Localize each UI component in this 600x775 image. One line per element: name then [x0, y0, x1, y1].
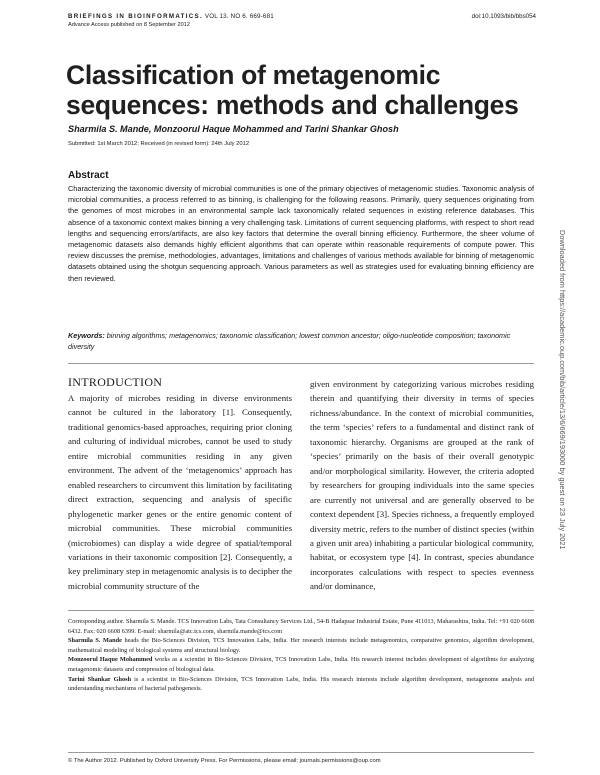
author-bio — [68, 675, 534, 694]
author-bio-name: Monzoorul Haque Mohammed — [68, 656, 153, 664]
footnote-divider — [68, 610, 534, 611]
author-bio-name: Sharmila S. Mande — [68, 637, 122, 645]
introduction-heading: INTRODUCTION — [68, 375, 163, 389]
article-title: Classification of metagenomic sequences: methods and challenges — [66, 60, 519, 120]
author-bio — [68, 655, 534, 674]
abstract-heading: Abstract — [68, 170, 109, 181]
submission-dates: Submitted: 1st March 2012; Received (in revised form): 24th July 2012 — [68, 141, 250, 147]
introduction-column-1: A majority of microbes residing in diverse environments cannot be cultured in the laboratory [1]. Consequently, traditional genomics-based approaches, requiring prior cloning and culturing of individual microbes, cannot be used to study entire microbial communities residing in any given environment. The advent of the ‘metagenomics’ approach has enabled researchers to circumvent this limitation by facilitating direct extraction, sequencing and analysis of specific phylogenetic marker genes or the entire genomic content of microbial communities. These microbial communities (microbiomes) can display a wide degree of spatial/temporal variations in their taxonomic composition [2]. Consequently, a key preliminary step in metagenomic analysis is to decipher the microbial community structure of the — [68, 393, 293, 591]
copyright-notice: © The Author 2012. Published by Oxford University Press. For Permissions, please email: journals.permissions@oup.com — [68, 758, 381, 764]
footer-divider — [68, 752, 534, 753]
keywords-list: binning algorithms; metagenomics; taxonomic classification; lowest common ancestor; oligo-nucleotide composition; taxonomic diversity — [68, 331, 511, 351]
abstract-text: Characterizing the taxonomic diversity of microbial communities is one of the primary objectives of metagenomic studies. Taxonomic analysis of microbial communities, a process referred to as binning, is challenging for the following reasons. Primarily, query sequences originating from the genomes of most microbes in an environmental sample lack taxonomically related sequences in existing reference databases. This absence of a taxonomic context makes binning a very challenging task. Limitations of current sequencing platforms, with respect to short read lengths and sequencing errors/artifacts, are also key factors that determine the overall binning efficiency. Furthermore, the sheer volume of metagenomic datasets also demands highly efficient algorithms that can operate within reasonable requirements of compute power. This review discusses the premise, methodologies, advantages, limitations and challenges of various methods available for binning of metagenomic datasets obtained using the shotgun sequencing approach. Various parameters as well as strategies used for evaluating binning efficiency are then reviewed. — [68, 184, 534, 283]
author-bio-text: works as a scientist in Bio-Sciences Division, TCS Innovation Labs, India. His research interest includes development of algorithms for analyzing metagenomic datasets and compression of biological data. — [68, 656, 534, 673]
author-list: Sharmila S. Mande, Monzoorul Haque Mohammed and Tarini Shankar Ghosh — [68, 124, 399, 134]
keywords — [68, 330, 534, 352]
advance-access-note: Advance Access published on 8 September 2012 — [68, 22, 190, 28]
section-divider — [68, 363, 534, 364]
journal-name: BRIEFINGS IN BIOINFORMATICS. — [68, 13, 203, 20]
introduction-column-2: given environment by categorizing various microbes residing therein and quantifying their diversity in terms of species richness/abundance. In the context of microbial communities, the term ‘species’ refers to a fundamental and distinct rank of taxonomic hierarchy. Organisms are grouped at the rank of ‘species’ primarily on the basis of their overall genotypic and/or morphological similarity. However, the criteria adopted by researchers for grouping individuals into the same species are currently not universal and are generally observed to be context dependent [3]. Species richness, a frequently employed diversity metric, refers to the number of distinct species (within a given unit area) inhabiting a particular biological community, habitat, or ecosystem type [4]. In contrast, species abundance incorporates calculations with respect to species evenness and/or dominance, — [310, 379, 534, 592]
doi-link[interactable]: doi:10.1093/bib/bbs054 — [471, 13, 536, 20]
keywords-label: Keywords: — [68, 331, 105, 340]
author-bio — [68, 636, 534, 655]
author-bio-name: Tarini Shankar Ghosh — [68, 675, 132, 683]
author-bio-text: is a scientist in Bio-Sciences Division, TCS Innovation Labs, India. His research interests include algorithm development, metagenome analysis and understanding mechanisms of bacterial pathogenesis. — [68, 675, 535, 693]
author-bio-text: heads the Bio-Sciences Division, TCS Innovation Labs, India. Her research interests include metagenomics, comparative genomics, algorithm development, mathematical modeling of biological systems and structural biology. — [68, 637, 534, 654]
journal-issue: VOL 13. NO 6. 669-681 — [204, 13, 274, 20]
download-watermark: Downloaded from https://academic.oup.com/bib/article/13/6/669/193000 by guest on 23 July 2021 — [558, 230, 567, 550]
corresponding-author-note: Corresponding author. Sharmila S. Mande. TCS Innovation Labs, Tata Consultancy Services Ltd., 54-B Hadapsar Industrial Estate, Pune 411013, Maharashtra, India. Tel: +91 020 6608 6432. Fax: 020 6608 6399. E-mail: sharmila@atc.tcs.com, sharmila.mande@tcs.com — [68, 618, 534, 635]
journal-header — [68, 13, 274, 20]
footnotes — [68, 617, 534, 694]
